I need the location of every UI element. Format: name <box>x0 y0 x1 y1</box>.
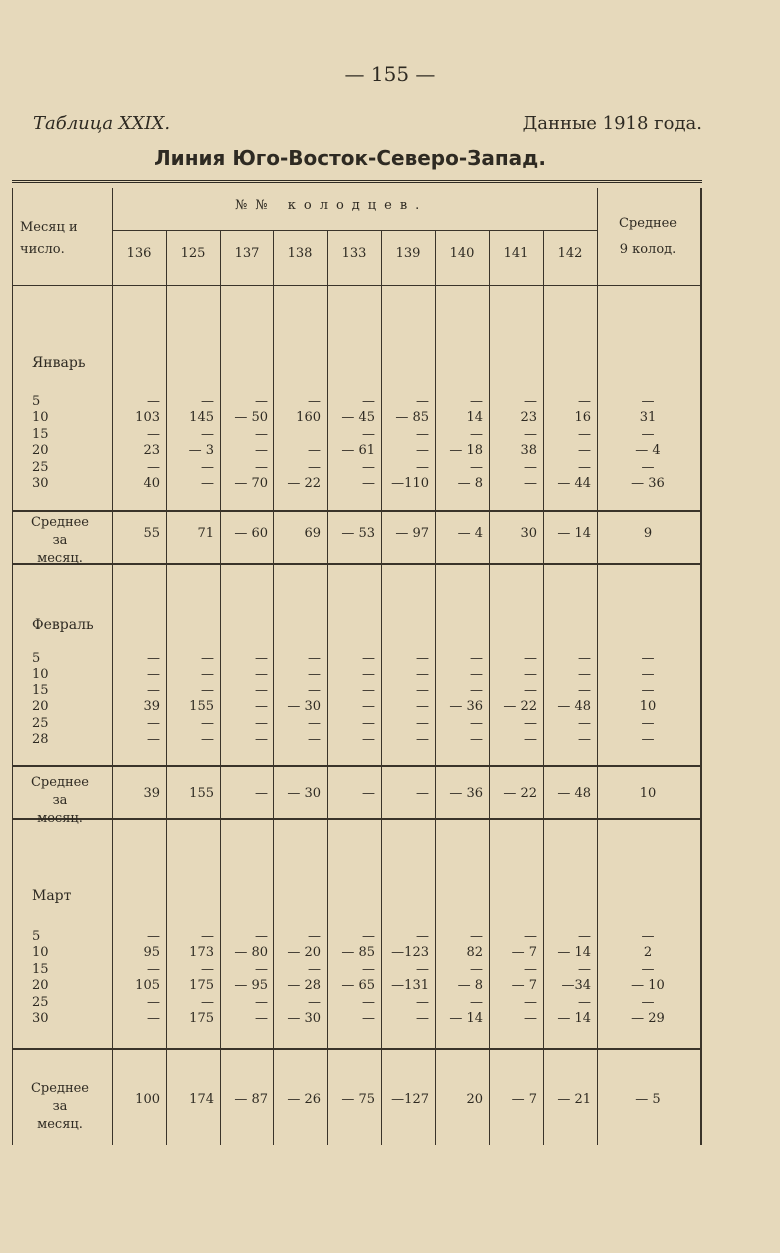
table-cell: — 22 <box>287 476 321 491</box>
average-cell: — <box>641 651 655 666</box>
table-cell: — <box>416 427 429 442</box>
table-cell: — <box>524 476 537 491</box>
table-cell: — <box>308 929 321 944</box>
table-cell: — <box>524 651 537 666</box>
table-cell: — <box>255 443 268 458</box>
table-cell: — <box>362 427 375 442</box>
table-cell: — 48 <box>557 699 591 714</box>
monthly-average-cell: — 97 <box>395 526 429 541</box>
table-cell: — <box>470 995 483 1010</box>
table-cell: — <box>147 460 160 475</box>
table-cell: — 85 <box>341 945 375 960</box>
day-label: 25 <box>32 995 49 1010</box>
average-cell: — <box>641 995 655 1010</box>
table-cell: — <box>524 427 537 442</box>
table-cell: 39 <box>143 699 160 714</box>
table-cell: — <box>308 995 321 1010</box>
table-cell: — 45 <box>341 410 375 425</box>
average-cell: — <box>641 716 655 731</box>
monthly-average-cell: — <box>255 786 268 801</box>
table-cell: — <box>470 962 483 977</box>
monthly-average-cell: 30 <box>520 526 537 541</box>
table-cell: — 44 <box>557 476 591 491</box>
monthly-average-cell: 20 <box>466 1092 483 1107</box>
table-cell: — <box>147 394 160 409</box>
average-cell: — <box>641 683 655 698</box>
table-cell: — 22 <box>503 699 537 714</box>
section-rule <box>12 1048 700 1050</box>
average-cell: — 36 <box>631 476 665 491</box>
table-title: Линия Юго-Восток-Северо-Запад. <box>154 146 546 170</box>
table-cell: — <box>201 683 214 698</box>
table-cell: — <box>201 394 214 409</box>
table-cell: 160 <box>296 410 321 425</box>
table-cell: — <box>308 667 321 682</box>
table-cell: 40 <box>143 476 160 491</box>
table-cell: — <box>201 995 214 1010</box>
table-cell: 175 <box>189 1011 214 1026</box>
table-cell: — <box>524 929 537 944</box>
day-label: 15 <box>32 683 49 698</box>
table-cell: — <box>255 929 268 944</box>
table-cell: — <box>147 651 160 666</box>
monthly-average-cell: — 4 <box>457 526 483 541</box>
month-day-header <box>20 217 110 261</box>
table-cell: — <box>201 716 214 731</box>
table-cell: — <box>470 683 483 698</box>
day-label: 10 <box>32 667 49 682</box>
table-cell: — <box>470 651 483 666</box>
month-label: Февраль <box>32 617 94 633</box>
table-cell: — 8 <box>457 476 483 491</box>
table-cell: — <box>255 962 268 977</box>
table-cell: — 7 <box>511 978 537 993</box>
average-cell: — <box>641 732 655 747</box>
day-label: 25 <box>32 460 49 475</box>
table-cell: — 65 <box>341 978 375 993</box>
table-cell: 145 <box>189 410 214 425</box>
table-cell: — <box>255 995 268 1010</box>
table-cell: — <box>362 476 375 491</box>
section-rule <box>12 563 700 565</box>
table-cell: 38 <box>520 443 537 458</box>
top-rule <box>12 180 702 183</box>
header-subrule <box>112 230 597 231</box>
table-cell: — <box>524 962 537 977</box>
day-label: 10 <box>32 410 49 425</box>
page-number: — 155 — <box>344 62 436 86</box>
table-cell: — 36 <box>449 699 483 714</box>
table-cell: — 28 <box>287 978 321 993</box>
table-cell: — <box>147 716 160 731</box>
section-rule <box>12 765 700 767</box>
monthly-average-total: 10 <box>639 786 657 801</box>
monthly-average-cell: 69 <box>304 526 321 541</box>
table-cell: — <box>147 427 160 442</box>
table-cell: 105 <box>135 978 160 993</box>
monthly-average-cell: — 53 <box>341 526 375 541</box>
table-cell: — <box>362 683 375 698</box>
well-number: 138 <box>287 246 313 261</box>
well-number: 136 <box>126 246 152 261</box>
table-cell: — <box>524 667 537 682</box>
table-cell: — <box>416 683 429 698</box>
table-cell: — <box>308 683 321 698</box>
table-cell: — <box>578 732 591 747</box>
monthly-average-label <box>20 774 100 828</box>
avg-label-line: за <box>52 1099 68 1114</box>
table-cell: — 7 <box>511 945 537 960</box>
table-cell: 95 <box>143 945 160 960</box>
month-label: Март <box>32 888 72 904</box>
table-cell: 175 <box>189 978 214 993</box>
table-cell: — <box>362 667 375 682</box>
header-line: Месяц и <box>20 220 78 235</box>
table-cell: — <box>308 962 321 977</box>
table-cell: — <box>524 1011 537 1026</box>
day-label: 15 <box>32 962 49 977</box>
day-label: 28 <box>32 732 49 747</box>
table-cell: — <box>362 929 375 944</box>
table-cell: — <box>201 651 214 666</box>
well-number: 137 <box>234 246 260 261</box>
table-cell: — <box>416 995 429 1010</box>
table-cell: — <box>201 962 214 977</box>
avg-label-line: Среднее <box>30 775 90 790</box>
average-cell: — 29 <box>631 1011 665 1026</box>
table-cell: — <box>362 1011 375 1026</box>
table-cell: — <box>578 667 591 682</box>
well-number: 133 <box>341 246 367 261</box>
table-cell: — <box>578 460 591 475</box>
table-cell: — <box>470 667 483 682</box>
table-cell: —131 <box>391 978 429 993</box>
average-cell: 2 <box>643 945 653 960</box>
well-number: 125 <box>180 246 206 261</box>
table-cell: — <box>362 995 375 1010</box>
table-cell: — <box>362 460 375 475</box>
table-cell: — <box>255 667 268 682</box>
monthly-average-cell: 71 <box>197 526 214 541</box>
table-cell: — <box>255 460 268 475</box>
table-cell: — <box>578 651 591 666</box>
table-cell: — <box>578 929 591 944</box>
day-label: 10 <box>32 945 49 960</box>
table-cell: — <box>362 699 375 714</box>
average-cell: — <box>641 667 655 682</box>
day-label: 20 <box>32 443 49 458</box>
table-cell: — <box>416 1011 429 1026</box>
section-rule <box>12 818 700 820</box>
data-year: Данные 1918 года. <box>522 113 702 134</box>
average-cell: 31 <box>639 410 657 425</box>
day-label: 20 <box>32 978 49 993</box>
table-cell: — <box>201 667 214 682</box>
table-cell: — <box>201 460 214 475</box>
monthly-average-cell: — 36 <box>449 786 483 801</box>
table-cell: — <box>578 443 591 458</box>
day-label: 5 <box>32 394 41 409</box>
table-cell: — <box>416 667 429 682</box>
avg-label-line: месяц. <box>37 811 83 826</box>
table-cell: 103 <box>135 410 160 425</box>
average-cell: — 4 <box>635 443 661 458</box>
table-cell: — <box>362 394 375 409</box>
table-cell: — 61 <box>341 443 375 458</box>
table-cell: 23 <box>520 410 537 425</box>
avg-label-line: за <box>52 793 68 808</box>
table-cell: — 14 <box>557 1011 591 1026</box>
average-header <box>608 211 688 263</box>
table-cell: — <box>147 929 160 944</box>
header-line: 9 колод. <box>619 242 677 257</box>
table-cell: — <box>578 962 591 977</box>
table-cell: — <box>255 732 268 747</box>
table-cell: — <box>308 443 321 458</box>
table-cell: 14 <box>466 410 483 425</box>
average-cell: — <box>641 394 655 409</box>
table-cell: — 14 <box>449 1011 483 1026</box>
monthly-average-total: 9 <box>643 526 653 541</box>
table-cell: — 50 <box>234 410 268 425</box>
table-cell: — <box>362 962 375 977</box>
wells-header: №№ колодцев. <box>235 198 428 213</box>
table-cell: 16 <box>574 410 591 425</box>
table-cell: — <box>470 716 483 731</box>
table-cell: — <box>201 427 214 442</box>
table-cell: — <box>255 651 268 666</box>
monthly-average-cell: — 87 <box>234 1092 268 1107</box>
table-cell: — <box>416 460 429 475</box>
header-line: Среднее <box>618 216 678 231</box>
monthly-average-cell: —127 <box>391 1092 429 1107</box>
avg-label-line: за <box>52 533 68 548</box>
section-rule <box>12 510 700 512</box>
well-number: 140 <box>449 246 475 261</box>
monthly-average-total: — 5 <box>635 1092 661 1107</box>
day-label: 25 <box>32 716 49 731</box>
table-cell: — <box>470 732 483 747</box>
table-cell: — <box>147 962 160 977</box>
well-number: 141 <box>503 246 529 261</box>
table-right-border <box>700 188 702 1145</box>
table-cell: — <box>524 732 537 747</box>
monthly-average-cell: 174 <box>189 1092 214 1107</box>
table-label: Таблица XXIX. <box>33 113 171 134</box>
table-cell: — 80 <box>234 945 268 960</box>
table-cell: — <box>578 995 591 1010</box>
table-cell: — <box>201 732 214 747</box>
table-cell: — <box>470 460 483 475</box>
monthly-average-cell: — 30 <box>287 786 321 801</box>
table-cell: — <box>416 651 429 666</box>
monthly-average-cell: — <box>362 786 375 801</box>
table-cell: — <box>147 667 160 682</box>
table-cell: — <box>416 962 429 977</box>
month-label: Январь <box>32 355 86 371</box>
table-cell: — <box>524 460 537 475</box>
avg-label-line: Среднее <box>30 515 90 530</box>
table-cell: — 30 <box>287 699 321 714</box>
monthly-average-cell: — 26 <box>287 1092 321 1107</box>
day-label: 20 <box>32 699 49 714</box>
table-cell: — <box>255 394 268 409</box>
day-label: 5 <box>32 929 41 944</box>
table-left-border <box>12 188 13 1145</box>
table-cell: — 95 <box>234 978 268 993</box>
table-cell: — <box>470 929 483 944</box>
table-cell: 155 <box>189 699 214 714</box>
table-cell: — 14 <box>557 945 591 960</box>
table-cell: — <box>470 394 483 409</box>
table-cell: — <box>362 651 375 666</box>
monthly-average-cell: 155 <box>189 786 214 801</box>
table-cell: — 3 <box>188 443 214 458</box>
table-cell: — <box>524 394 537 409</box>
table-cell: — <box>416 443 429 458</box>
table-cell: — <box>308 732 321 747</box>
table-cell: — <box>578 427 591 442</box>
table-cell: — <box>255 716 268 731</box>
day-label: 5 <box>32 651 41 666</box>
table-cell: — <box>578 716 591 731</box>
column-rule <box>597 188 598 1145</box>
monthly-average-cell: — 21 <box>557 1092 591 1107</box>
day-label: 30 <box>32 1011 49 1026</box>
table-cell: — <box>255 699 268 714</box>
table-cell: — <box>255 427 268 442</box>
table-cell: — 70 <box>234 476 268 491</box>
average-cell: — 10 <box>631 978 665 993</box>
table-cell: 23 <box>143 443 160 458</box>
average-cell: — <box>641 962 655 977</box>
monthly-average-cell: — 60 <box>234 526 268 541</box>
table-cell: — <box>416 732 429 747</box>
table-cell: — <box>578 683 591 698</box>
table-cell: — <box>201 476 214 491</box>
monthly-average-cell: — 22 <box>503 786 537 801</box>
monthly-average-cell: 39 <box>143 786 160 801</box>
table-cell: — <box>255 1011 268 1026</box>
table-cell: — <box>147 732 160 747</box>
average-cell: — <box>641 929 655 944</box>
table-cell: —34 <box>561 978 591 993</box>
monthly-average-cell: — 75 <box>341 1092 375 1107</box>
table-cell: — <box>578 394 591 409</box>
table-cell: — <box>147 995 160 1010</box>
table-cell: — <box>362 716 375 731</box>
table-cell: — <box>308 460 321 475</box>
monthly-average-label <box>20 514 100 568</box>
avg-label-line: месяц. <box>37 551 83 566</box>
table-cell: — <box>416 929 429 944</box>
header-line: число. <box>20 242 65 257</box>
day-label: 15 <box>32 427 49 442</box>
avg-label-line: Среднее <box>30 1081 90 1096</box>
table-cell: — <box>416 394 429 409</box>
table-cell: — 30 <box>287 1011 321 1026</box>
table-cell: — 18 <box>449 443 483 458</box>
table-cell: — 85 <box>395 410 429 425</box>
table-cell: — <box>524 716 537 731</box>
monthly-average-cell: — 48 <box>557 786 591 801</box>
table-cell: — 20 <box>287 945 321 960</box>
table-cell: — <box>255 683 268 698</box>
monthly-average-cell: — <box>416 786 429 801</box>
table-cell: — <box>524 683 537 698</box>
table-cell: 173 <box>189 945 214 960</box>
average-cell: 10 <box>639 699 657 714</box>
table-cell: — <box>470 427 483 442</box>
monthly-average-cell: — 7 <box>511 1092 537 1107</box>
table-cell: —110 <box>391 476 429 491</box>
table-cell: — <box>308 394 321 409</box>
table-cell: — <box>362 732 375 747</box>
table-cell: — <box>416 716 429 731</box>
table-cell: — <box>308 651 321 666</box>
day-label: 30 <box>32 476 49 491</box>
monthly-average-cell: 55 <box>143 526 160 541</box>
average-cell: — <box>641 427 655 442</box>
table-cell: — <box>308 716 321 731</box>
table-cell: — <box>147 1011 160 1026</box>
table-cell: — <box>147 683 160 698</box>
monthly-average-cell: 100 <box>135 1092 160 1107</box>
monthly-average-label <box>20 1080 100 1134</box>
table-cell: —123 <box>391 945 429 960</box>
monthly-average-cell: — 14 <box>557 526 591 541</box>
average-cell: — <box>641 460 655 475</box>
header-bottom-rule <box>12 285 700 286</box>
table-cell: — <box>416 699 429 714</box>
well-number: 142 <box>557 246 583 261</box>
table-cell: — <box>201 929 214 944</box>
table-cell: 82 <box>466 945 483 960</box>
well-number: 139 <box>395 246 421 261</box>
table-cell: — <box>524 995 537 1010</box>
avg-label-line: месяц. <box>37 1117 83 1132</box>
table-cell: — 8 <box>457 978 483 993</box>
